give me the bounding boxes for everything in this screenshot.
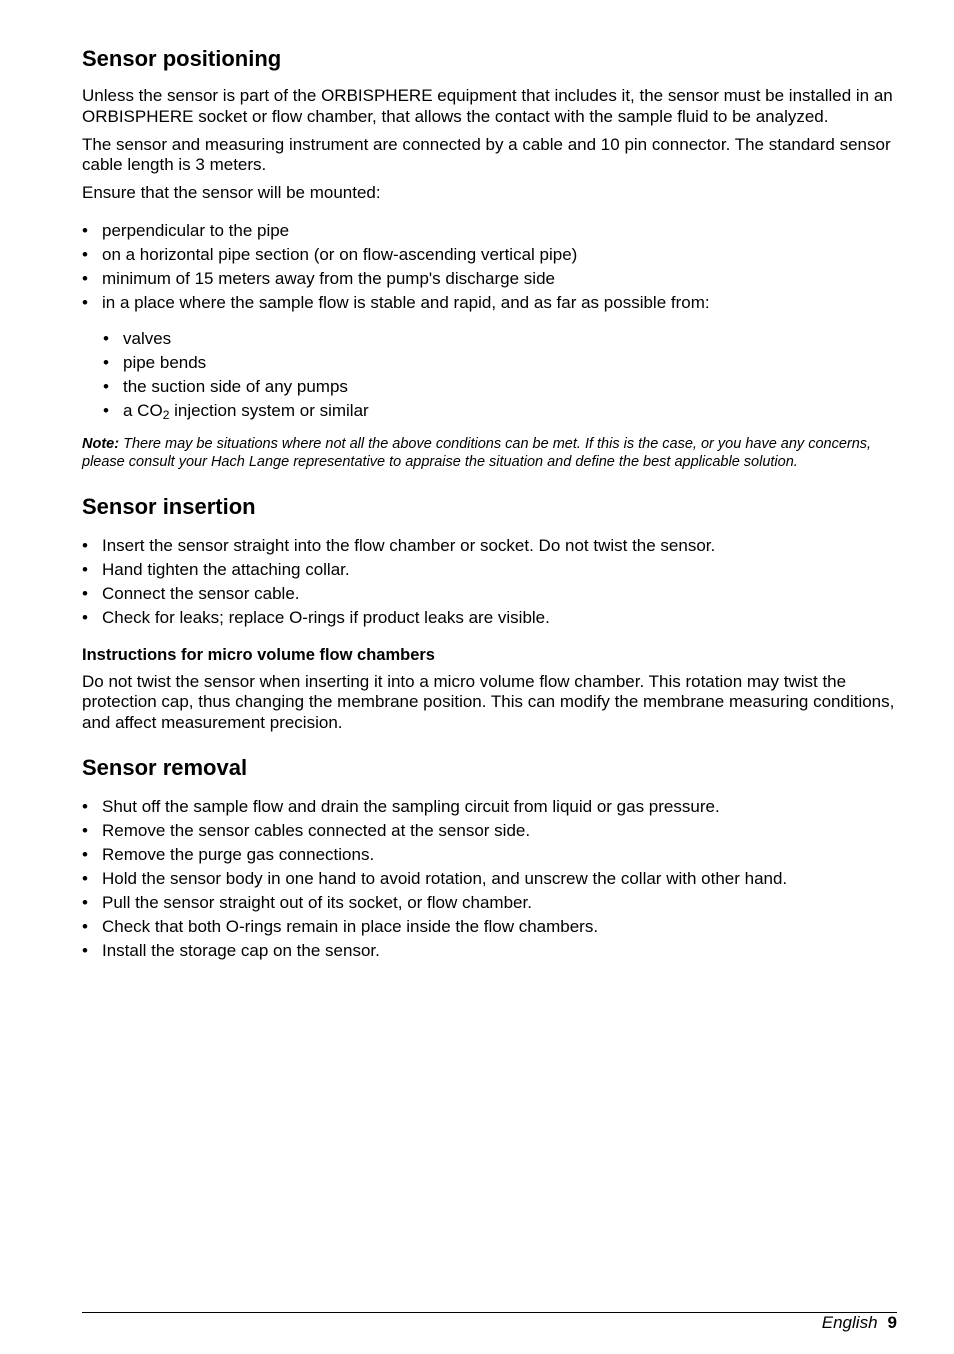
section-heading-sensor-positioning: Sensor positioning — [82, 46, 282, 71]
section-heading-sensor-insertion: Sensor insertion — [82, 493, 256, 519]
note-text: There may be situations where not all the above conditions can be met. If this is the case, or you have any concerns, please consult your Hach Lange representative to appraise the situation and define the best applicable solution. — [82, 435, 872, 470]
bullet-glyph: • — [103, 328, 109, 348]
page-footer — [822, 1312, 897, 1334]
list-item-co2: • a $CO_2$ injection system or similar — [103, 400, 369, 422]
list-item: • on a horizontal pipe section (or on flow-ascending vertical pipe) — [82, 243, 897, 267]
mounting-requirements-list — [82, 219, 897, 315]
list-item: • pipe bends — [103, 351, 897, 375]
insertion-steps-list — [82, 534, 897, 630]
bullet-glyph: • — [82, 535, 88, 555]
list-item: • in a place where the sample flow is stable and rapid, and as far as possible from: — [82, 291, 897, 315]
note-label: Note: — [82, 435, 120, 452]
bullet-glyph: • — [82, 797, 88, 816]
bullet-glyph: • — [82, 893, 88, 912]
bullet-glyph: • — [82, 917, 88, 936]
paragraph: Ensure that the sensor will be mounted: — [82, 183, 381, 202]
page-number: 9 — [887, 1313, 897, 1332]
avoid-locations-list — [103, 327, 897, 423]
list-item: • Check that both O-rings remain in place inside the flow chambers. — [82, 915, 897, 939]
list-item: • Remove the sensor cables connected at the sensor side. — [82, 819, 897, 843]
paragraph: Do not twist the sensor when inserting it into a micro volume flow chamber. This rotation may twist the protection cap, thus changing the membrane position. This can modify the membrane measuring conditions, and affect measurement precision. — [82, 671, 895, 732]
list-item: • Insert the sensor straight into the flow chamber or socket. Do not twist the sensor. — [82, 534, 897, 558]
bullet-glyph: • — [82, 821, 88, 840]
bullet-glyph: • — [82, 268, 88, 288]
list-item: • the suction side of any pumps — [103, 375, 897, 399]
list-item: • Remove the purge gas connections. — [82, 843, 897, 867]
note-box — [82, 435, 897, 472]
list-item: • Pull the sensor straight out of its socket, or flow chamber. — [82, 891, 897, 915]
paragraph: Unless the sensor is part of the ORBISPHERE equipment that includes it, the sensor must be installed in an ORBISPHERE socket or flow chamber, that allows the contact with the sample fluid to be analyzed. — [82, 86, 893, 126]
bullet-glyph: • — [82, 583, 88, 603]
list-item: • Hold the sensor body in one hand to avoid rotation, and unscrew the collar with other hand. — [82, 867, 897, 891]
page-content — [82, 44, 897, 963]
bullet-glyph: • — [82, 220, 88, 240]
footer-divider — [82, 1312, 897, 1313]
removal-steps-list — [82, 795, 897, 963]
bullet-glyph: • — [103, 352, 109, 372]
footer-language: English — [821, 1313, 878, 1332]
list-item: • minimum of 15 meters away from the pump's discharge side — [82, 267, 897, 291]
list-item: • Install the storage cap on the sensor. — [82, 939, 897, 963]
paragraph: The sensor and measuring instrument are connected by a cable and 10 pin connector. The standard sensor cable length is 3 meters. — [82, 134, 891, 174]
list-item: • Connect the sensor cable. — [82, 582, 897, 606]
list-item: • Hand tighten the attaching collar. — [82, 558, 897, 582]
list-item: • valves — [103, 327, 897, 351]
bullet-glyph: • — [82, 559, 88, 579]
list-item: • Shut off the sample flow and drain the sampling circuit from liquid or gas pressure. — [82, 795, 897, 819]
bullet-glyph: • — [82, 845, 88, 864]
bullet-glyph: • — [82, 869, 88, 888]
list-item: • Check for leaks; replace O-rings if product leaks are visible. — [82, 606, 897, 630]
bullet-glyph: • — [103, 376, 109, 396]
list-item: • perpendicular to the pipe — [82, 219, 897, 243]
section-heading-sensor-removal: Sensor removal — [82, 755, 248, 780]
bullet-glyph: • — [82, 607, 88, 627]
bullet-glyph: • — [82, 244, 88, 264]
bullet-glyph: • — [82, 292, 88, 312]
bullet-glyph: • — [82, 941, 88, 960]
subheading-micro-volume: Instructions for micro volume flow chambers — [82, 645, 435, 664]
bullet-glyph: • — [103, 400, 109, 420]
